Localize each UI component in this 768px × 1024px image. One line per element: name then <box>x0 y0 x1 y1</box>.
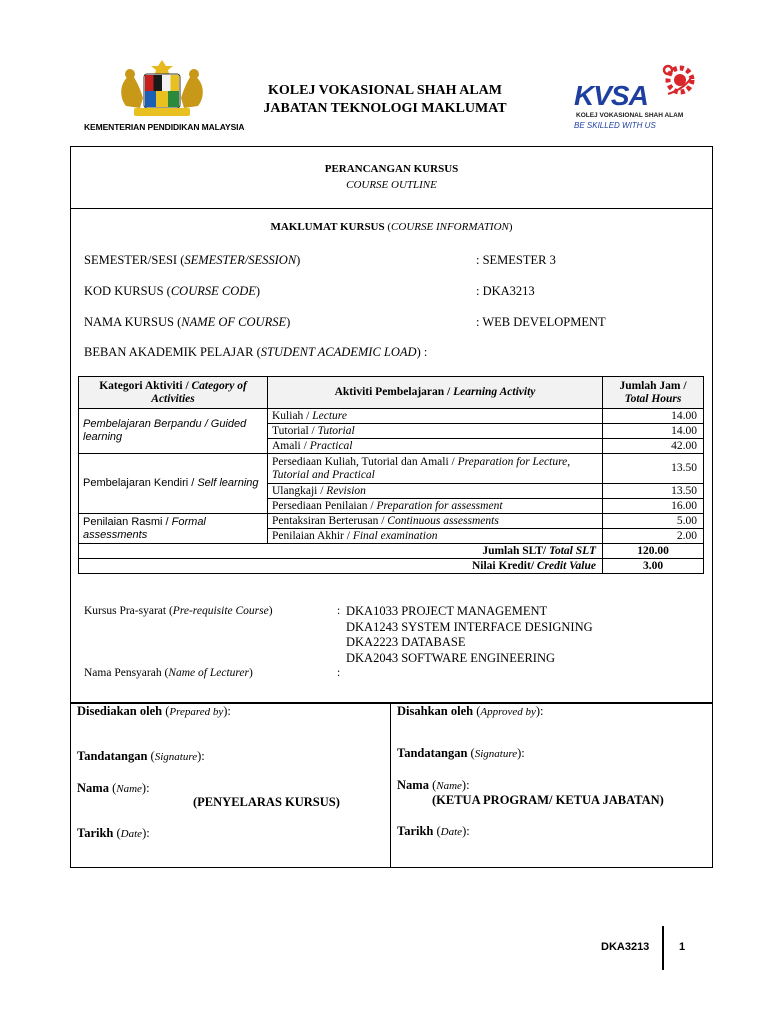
hours-cell: 14.00 <box>603 409 704 424</box>
table-row <box>79 454 704 484</box>
head-of-program-role: (KETUA PROGRAM/ KETUA JABATAN) <box>432 793 664 807</box>
outline-title: PERANCANGAN KURSUS <box>324 163 459 175</box>
hours-cell: 5.00 <box>603 514 704 529</box>
header-activity: Aktiviti Pembelajaran / Learning Activity <box>268 377 603 409</box>
prereq-label: Kursus Pra-syarat (Pre-requisite Course) <box>84 605 273 617</box>
academic-load-label: BEBAN AKADEMIK PELAJAR (STUDENT ACADEMIC LOAD) : <box>84 345 428 359</box>
prereq-list <box>346 604 593 666</box>
credit-value: 3.00 <box>603 559 704 574</box>
slt-table <box>78 376 704 574</box>
approved-by-label: Disahkan oleh (Approved by): <box>397 704 544 718</box>
department-name: JABATAN TEKNOLOGI MAKLUMAT <box>263 101 507 116</box>
table-row <box>79 514 704 529</box>
category-formal: Penilaian Rasmi / Formal assessments <box>79 514 268 544</box>
hours-cell: 13.50 <box>603 454 704 484</box>
activity-cell: Persediaan Kuliah, Tutorial dan Amali / Preparation for Lecture, Tutorial and Practical <box>268 454 603 484</box>
course-coordinator-role: (PENYELARAS KURSUS) <box>193 795 340 809</box>
college-name: KOLEJ VOKASIONAL SHAH ALAM <box>267 83 502 98</box>
hours-cell: 2.00 <box>603 529 704 544</box>
course-info-title: MAKLUMAT KURSUS <box>270 221 385 233</box>
course-info-heading: MAKLUMAT KURSUS (COURSE INFORMATION) <box>270 221 513 233</box>
course-code-value: : DKA3213 <box>476 284 535 298</box>
prereq-course: DKA2223 DATABASE <box>346 635 466 649</box>
course-name-value: : WEB DEVELOPMENT <box>476 315 606 329</box>
signature-box <box>70 703 713 868</box>
lecturer-colon: : <box>337 667 341 679</box>
footer-course-code: DKA3213 <box>601 941 650 953</box>
kvsa-fullname: KOLEJ VOKASIONAL SHAH ALAM <box>576 112 684 119</box>
activity-cell: Persediaan Penilaian / Preparation for assessment <box>268 499 603 514</box>
activity-cell: Amali / Practical <box>268 439 603 454</box>
activity-cell: Penilaian Akhir / Final examination <box>268 529 603 544</box>
college-header <box>230 82 540 118</box>
prereq-course: DKA1243 SYSTEM INTERFACE DESIGNING <box>346 619 593 634</box>
ministry-name: KEMENTERIAN PENDIDIKAN MALAYSIA <box>84 122 245 132</box>
signature-divider <box>390 703 391 868</box>
hours-cell: 13.50 <box>603 484 704 499</box>
total-slt-value: 120.00 <box>603 544 704 559</box>
footer-separator <box>662 926 664 970</box>
semester-value: : SEMESTER 3 <box>476 253 556 267</box>
kvsa-tagline: BE SKILLED WITH US <box>574 121 656 130</box>
prereq-colon: : <box>337 605 341 617</box>
signature-label-right: Tandatangan (Signature): <box>397 746 525 760</box>
activity-cell: Pentaksiran Berterusan / Continuous assessments <box>268 514 603 529</box>
header-category: Kategori Aktiviti / Category of Activities <box>79 377 268 409</box>
semester-label: SEMESTER/SESI (SEMESTER/SESSION) <box>84 253 301 267</box>
header-hours: Jumlah Jam / Total Hours <box>603 377 704 409</box>
prereq-course: DKA1033 PROJECT MANAGEMENT <box>346 604 548 618</box>
table-row <box>79 409 704 424</box>
lecturer-label: Nama Pensyarah (Name of Lecturer) <box>84 667 253 679</box>
prepared-by-label: Disediakan oleh (Prepared by): <box>77 704 231 718</box>
outline-title-block <box>70 161 713 193</box>
divider <box>70 208 713 209</box>
malaysia-coat-of-arms-logo <box>112 58 212 120</box>
outline-subtitle: COURSE OUTLINE <box>346 179 437 191</box>
hours-cell: 42.00 <box>603 439 704 454</box>
kvsa-logo <box>568 58 718 138</box>
hours-cell: 14.00 <box>603 424 704 439</box>
activity-cell: Ulangkaji / Revision <box>268 484 603 499</box>
total-slt-label: Jumlah SLT/ Total SLT <box>79 544 603 559</box>
category-self: Pembelajaran Kendiri / Self learning <box>79 454 268 514</box>
activity-cell: Tutorial / Tutorial <box>268 424 603 439</box>
course-info-title-en: COURSE INFORMATION <box>391 221 509 233</box>
category-guided: Pembelajaran Berpandu / Guided learning <box>79 409 268 454</box>
table-header-row <box>79 377 704 409</box>
course-name-label: NAMA KURSUS (NAME OF COURSE) <box>84 315 291 329</box>
name-label-right: Nama (Name): <box>397 778 470 792</box>
activity-cell: Kuliah / Lecture <box>268 409 603 424</box>
course-code-label: KOD KURSUS (COURSE CODE) <box>84 284 261 298</box>
signature-label-left: Tandatangan (Signature): <box>77 749 205 763</box>
date-label-left: Tarikh (Date): <box>77 826 150 840</box>
hours-cell: 16.00 <box>603 499 704 514</box>
credit-value-label: Nilai Kredit/ Credit Value <box>79 559 603 574</box>
total-slt-row <box>79 544 704 559</box>
page-number: 1 <box>679 941 686 953</box>
date-label-right: Tarikh (Date): <box>397 824 470 838</box>
kvsa-letters: KVSA <box>574 80 648 111</box>
prereq-course: DKA2043 SOFTWARE ENGINEERING <box>346 650 556 665</box>
gear-icon <box>664 66 692 92</box>
credit-value-row <box>79 559 704 574</box>
name-label-left: Nama (Name): <box>77 781 150 795</box>
